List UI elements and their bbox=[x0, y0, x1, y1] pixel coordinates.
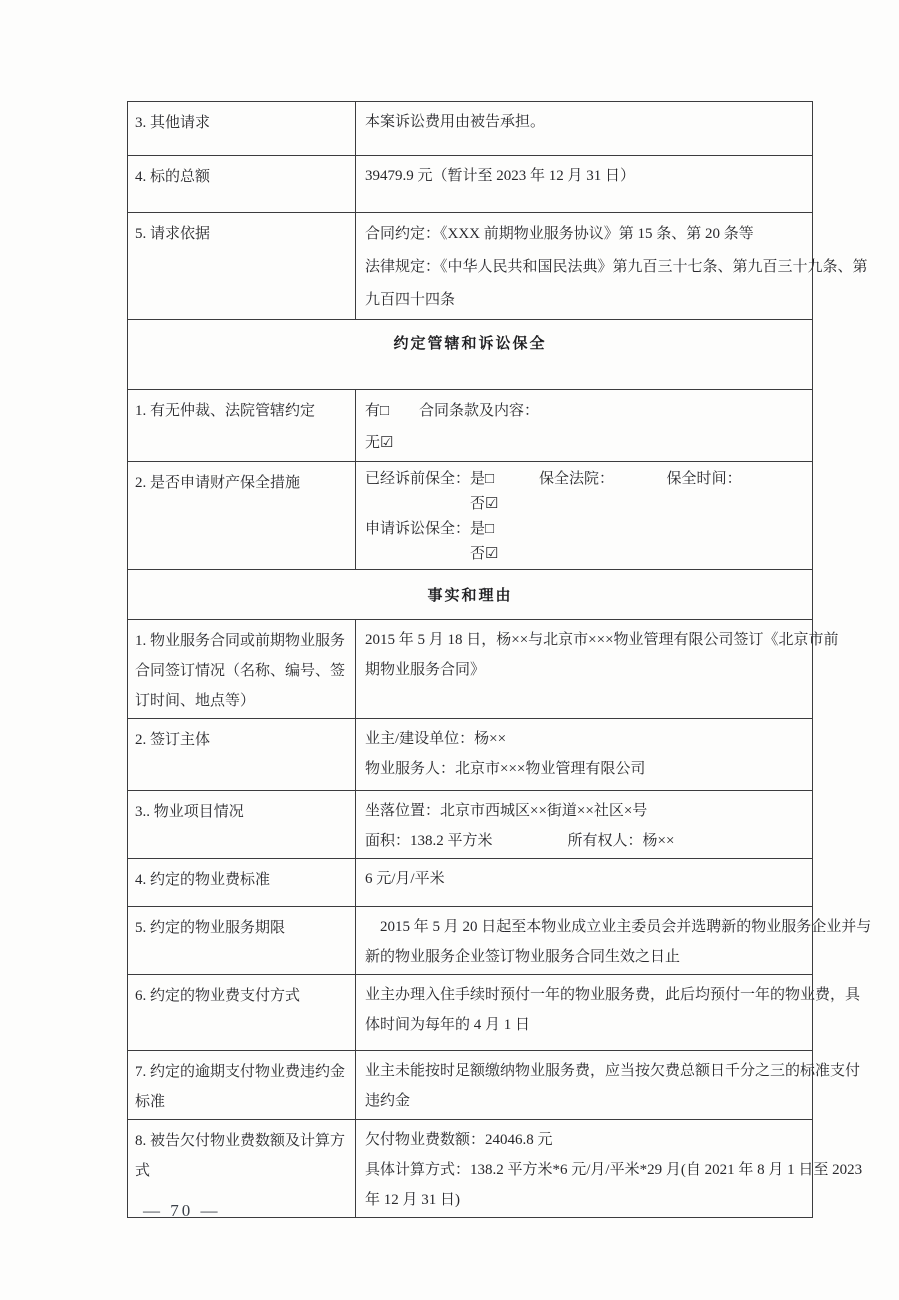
fact-row-owed-amount-content bbox=[356, 1120, 863, 1218]
content-line: 期物业服务合同》 bbox=[365, 662, 486, 678]
content-line: 业主未能按时足额缴纳物业服务费，应当按欠费总额日千分之三的标准支付 bbox=[365, 1063, 861, 1079]
fact-row-payment-method-content bbox=[356, 975, 861, 1051]
section-title-facts: 事实和理由 bbox=[128, 570, 813, 620]
content-line: 坐落位置：北京市西城区××街道××社区×号 bbox=[365, 803, 648, 819]
fact-row-fee-standard bbox=[128, 859, 813, 907]
content-line: 欠付物业费数额：24046.8 元 bbox=[365, 1132, 553, 1148]
content-line: 具体计算方式：138.2 平方米*6 元/月/平米*29 月(自 2021 年 8 月 1 日至 2023 bbox=[365, 1162, 863, 1178]
section-title-jurisdiction: 约定管辖和诉讼保全 bbox=[128, 320, 813, 390]
checkbox-line-litigation-preservation: 申请诉讼保全：是□ bbox=[365, 521, 495, 537]
fact-row-signing-parties bbox=[128, 719, 813, 791]
content-line: 违约金 bbox=[365, 1093, 411, 1109]
fact-row-penalty-standard-content bbox=[356, 1051, 861, 1120]
request-row-other-claims-content bbox=[356, 102, 813, 156]
content-line: 体时间为每年的 4 月 1 日 bbox=[365, 1017, 531, 1033]
content-line: 39479.9 元（暂计至 2023 年 12 月 31 日） bbox=[365, 168, 636, 184]
fact-row-property-project-content bbox=[356, 791, 813, 859]
fact-row-contract-signing bbox=[128, 620, 813, 719]
fact-row-fee-standard-label: 4. 约定的物业费标准 bbox=[128, 859, 356, 907]
jurisdiction-row-agreement-content bbox=[356, 390, 813, 462]
content-line: 2015 年 5 月 18 日，杨××与北京市×××物业管理有限公司签订《北京市前 bbox=[365, 632, 839, 648]
jurisdiction-row-agreement-label: 1. 有无仲裁、法院管辖约定 bbox=[128, 390, 356, 462]
section-jurisdiction-header-row bbox=[128, 320, 813, 390]
fact-row-payment-method-label: 6. 约定的物业费支付方式 bbox=[128, 975, 356, 1051]
jurisdiction-row-preservation-label: 2. 是否申请财产保全措施 bbox=[128, 462, 356, 570]
fact-row-penalty-standard bbox=[128, 1051, 813, 1120]
fact-row-service-term-content bbox=[356, 907, 872, 975]
content-line: 法律规定：《中华人民共和国民法典》第九百三十七条、第九百三十九条、第 bbox=[365, 259, 868, 275]
checkbox-line-has-unchecked: 有□ 合同条款及内容： bbox=[365, 403, 540, 419]
fact-row-signing-parties-content bbox=[356, 719, 813, 791]
request-row-legal-basis-content bbox=[356, 213, 868, 320]
content-line: 新的物业服务企业签订物业服务合同生效之日止 bbox=[365, 949, 681, 965]
content-line: 2015 年 5 月 20 日起至本物业成立业主委员会并选聘新的物业服务企业并与 bbox=[365, 919, 872, 935]
content-line: 6 元/月/平米 bbox=[365, 871, 445, 887]
content-line: 年 12 月 31 日) bbox=[365, 1192, 460, 1208]
request-row-legal-basis-label: 5. 请求依据 bbox=[128, 213, 356, 320]
request-row-total-amount-content bbox=[356, 156, 813, 213]
request-row-legal-basis bbox=[128, 213, 813, 320]
request-row-other-claims-label: 3. 其他请求 bbox=[128, 102, 356, 156]
fact-row-owed-amount-label: 8. 被告欠付物业费数额及计算方式 bbox=[128, 1120, 356, 1218]
fact-row-owed-amount bbox=[128, 1120, 813, 1218]
fact-row-payment-method bbox=[128, 975, 813, 1051]
page-number: — 70 — bbox=[143, 1201, 221, 1220]
jurisdiction-row-agreement bbox=[128, 390, 813, 462]
jurisdiction-row-preservation-content bbox=[356, 462, 813, 570]
request-row-other-claims bbox=[128, 102, 813, 156]
fact-row-signing-parties-label: 2. 签订主体 bbox=[128, 719, 356, 791]
section-facts-header-row bbox=[128, 570, 813, 620]
fact-row-service-term-label: 5. 约定的物业服务期限 bbox=[128, 907, 356, 975]
checkbox-line-pretrial-no-checked: 否☑ bbox=[365, 496, 499, 512]
fact-row-penalty-standard-label: 7. 约定的逾期支付物业费违约金标准 bbox=[128, 1051, 356, 1120]
fact-row-service-term bbox=[128, 907, 813, 975]
content-line: 业主/建设单位：杨×× bbox=[365, 731, 507, 747]
checkbox-line-none-checked: 无☑ bbox=[365, 435, 394, 451]
content-line: 物业服务人：北京市×××物业管理有限公司 bbox=[365, 761, 646, 777]
content-line: 面积：138.2 平方米 所有权人：杨×× bbox=[365, 833, 675, 849]
content-line: 九百四十四条 bbox=[365, 292, 456, 308]
jurisdiction-row-preservation bbox=[128, 462, 813, 570]
fact-row-property-project bbox=[128, 791, 813, 859]
request-row-total-amount bbox=[128, 156, 813, 213]
fact-row-contract-signing-content bbox=[356, 620, 839, 719]
content-line: 合同约定：《XXX 前期物业服务协议》第 15 条、第 20 条等 bbox=[365, 226, 754, 242]
fact-row-contract-signing-label: 1. 物业服务合同或前期物业服务合同签订情况（名称、编号、签订时间、地点等） bbox=[128, 620, 356, 719]
case-form-table bbox=[127, 101, 872, 1218]
request-row-total-amount-label: 4. 标的总额 bbox=[128, 156, 356, 213]
fact-row-property-project-label: 3.. 物业项目情况 bbox=[128, 791, 356, 859]
fact-row-fee-standard-content bbox=[356, 859, 813, 907]
checkbox-line-litigation-no-checked: 否☑ bbox=[365, 546, 499, 562]
content-line: 业主办理入住手续时预付一年的物业服务费，此后均预付一年的物业费，具 bbox=[365, 987, 861, 1003]
content-line: 本案诉讼费用由被告承担。 bbox=[365, 114, 546, 130]
checkbox-line-pretrial-preservation: 已经诉前保全：是□ 保全法院： 保全时间： bbox=[365, 471, 742, 487]
